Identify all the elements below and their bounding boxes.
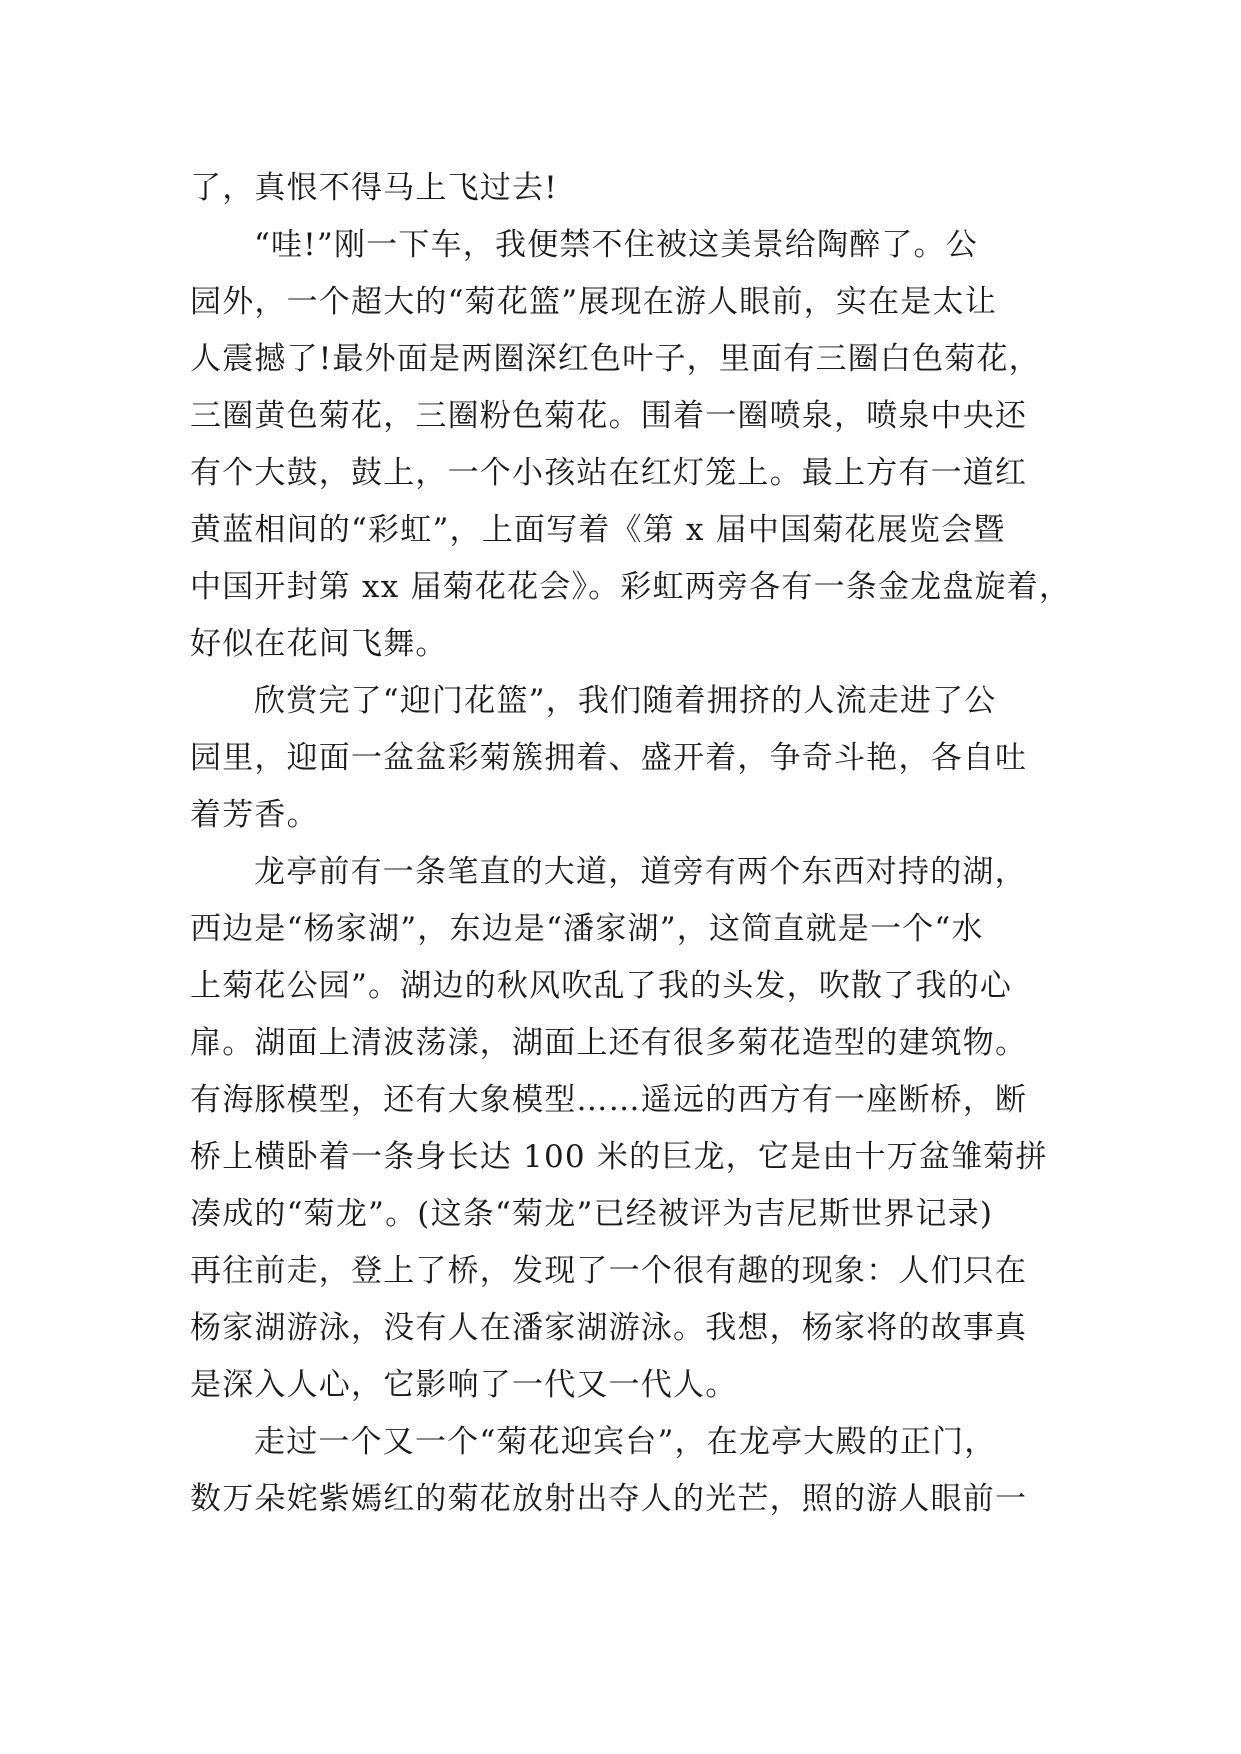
text-line: 走过一个又一个“菊花迎宾台”，在龙亭大殿的正门， (254, 1424, 997, 1460)
text-line: 龙亭前有一条笔直的大道，道旁有两个东西对持的湖， (254, 854, 1027, 890)
text-line: 杨家湖游泳，没有人在潘家湖游泳。我想，杨家将的故事真 (190, 1310, 1028, 1346)
text-line: 凑成的“菊龙”。(这条“菊龙”已经被评为吉尼斯世界记录) (190, 1196, 994, 1232)
text-line: 了，真恨不得马上飞过去! (190, 170, 558, 206)
text-line: 数万朵姹紫嫣红的菊花放射出夺人的光芒，照的游人眼前一 (190, 1481, 1028, 1517)
text-line: 中国开封第 xx 届菊花花会》。彩虹两旁各有一条金龙盘旋着， (190, 569, 1072, 605)
text-line: 黄蓝相间的“彩虹”，上面写着《第 x 届中国菊花展览会暨 (190, 512, 1006, 548)
text-line: 欣赏完了“迎门花篮”，我们随着拥挤的人流走进了公 (254, 683, 997, 719)
text-line: 人震撼了!最外面是两圈深红色叶子，里面有三圈白色菊花， (190, 341, 1041, 377)
text-line: 园外，一个超大的“菊花篮”展现在游人眼前，实在是太让 (190, 284, 997, 320)
text-line: 桥上横卧着一条身长达 100 米的巨龙，它是由十万盆雏菊拼 (190, 1139, 1048, 1175)
text-line: 是深入人心，它影响了一代又一代人。 (190, 1367, 738, 1403)
text-line: 西边是“杨家湖”，东边是“潘家湖”，这简直就是一个“水 (190, 911, 984, 947)
text-line: 三圈黄色菊花，三圈粉色菊花。围着一圈喷泉，喷泉中央还 (190, 398, 1028, 434)
text-line: “哇!”刚一下车，我便禁不住被这美景给陶醉了。公 (254, 227, 978, 263)
text-line: 园里，迎面一盆盆彩菊簇拥着、盛开着，争奇斗艳，各自吐 (190, 740, 1028, 776)
text-line: 好似在花间飞舞。 (190, 626, 448, 662)
text-line: 着芳香。 (190, 797, 319, 833)
text-line: 扉。湖面上清波荡漾，湖面上还有很多菊花造型的建筑物。 (190, 1025, 1028, 1061)
text-line: 有个大鼓，鼓上，一个小孩站在红灯笼上。最上方有一道红 (190, 455, 1028, 491)
text-line: 上菊花公园”。湖边的秋风吹乱了我的头发，吹散了我的心 (190, 968, 1013, 1004)
text-line: 再往前走，登上了桥，发现了一个很有趣的现象：人们只在 (190, 1253, 1028, 1289)
text-line: 有海豚模型，还有大象模型……遥远的西方有一座断桥，断 (190, 1082, 1028, 1118)
body-text (190, 160, 1072, 1528)
